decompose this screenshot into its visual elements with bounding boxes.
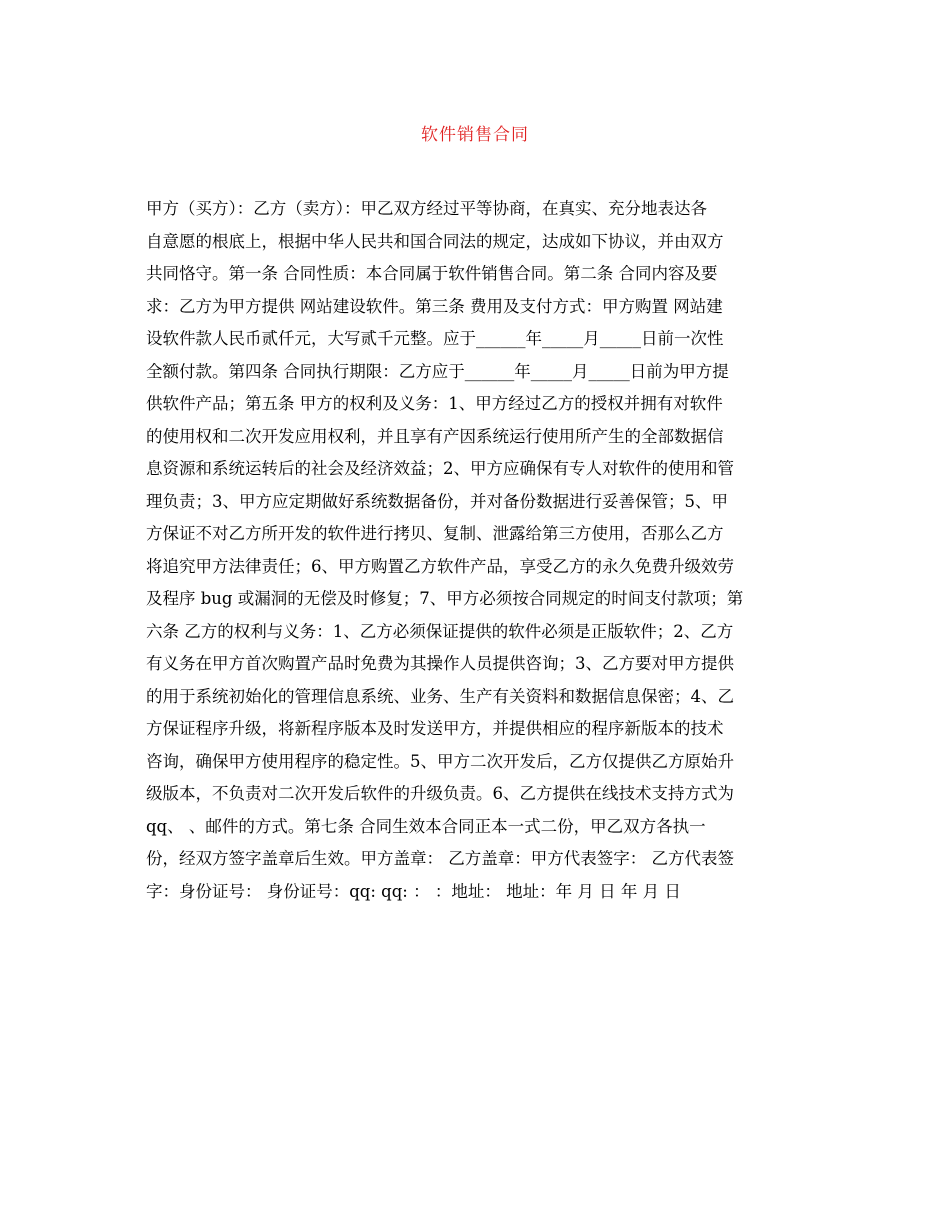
body-line: 理负责；3、甲方应定期做好系统数据备份，并对备份数据进行妥善保管；5、甲 (146, 491, 728, 511)
body-line: 供软件产品；第五条 甲方的权利及义务：1、甲方经过乙方的授权并拥有对软件 (146, 394, 723, 413)
document-title: 软件销售合同 (421, 125, 529, 145)
body-line: 将追究甲方法律责任；6、甲方购置乙方软件产品，享受乙方的永久免费升级效劳 (146, 556, 734, 576)
body-line: 自意愿的根底上，根据中华人民共和国合同法的规定，达成如下协议，并由双方 (146, 231, 724, 251)
body-line: 共同恪守。第一条 合同性质：本合同属于软件销售合同。第二条 合同内容及要 (146, 264, 718, 283)
body-line: 份，经双方签字盖章后生效。甲方盖章： 乙方盖章：甲方代表签字： 乙方代表签 (146, 849, 734, 868)
body-line: 设软件款人民币贰仟元，大写贰千元整。应于______年_____月_____日前一次性 (146, 329, 724, 348)
body-line: 求：乙方为甲方提供 网站建设软件。第三条 费用及支付方式：甲方购置 网站建 (146, 296, 723, 316)
contract-body (146, 193, 808, 908)
body-line: 甲方（买方）：乙方（卖方）：甲乙双方经过平等协商，在真实、充分地表达各 (146, 199, 707, 218)
body-line: 全额付款。第四条 合同执行期限：乙方应于______年_____月_____日前为甲方提 (146, 361, 729, 381)
body-line: 六条 乙方的权利与义务：1、乙方必须保证提供的软件必须是正版软件；2、乙方 (146, 621, 734, 641)
body-line: 的使用权和二次开发应用权利，并且享有产因系统运行使用所产生的全部数据信 (146, 426, 724, 446)
body-line: 及程序 bug 或漏洞的无偿及时修复；7、甲方必须按合同规定的时间支付款项；第 (146, 589, 744, 608)
body-line: 字：身份证号： 身份证号：qq: qq: ： ：地址： 地址：年 月 日 年 月 日 (146, 881, 681, 901)
body-line: 方保证程序升级，将新程序版本及时发送甲方，并提供相应的程序新版本的技术 (146, 719, 724, 738)
body-line: 的用于系统初始化的管理信息系统、业务、生产有关资料和数据信息保密；4、乙 (146, 686, 734, 706)
body-line: 级版本，不负责对二次开发后软件的升级负责。6、乙方提供在线技术支持方式为 (146, 784, 734, 803)
body-line: 方保证不对乙方所开发的软件进行拷贝、复制、泄露给第三方使用，否那么乙方 (146, 524, 724, 543)
body-line: 息资源和系统运转后的社会及经济效益；2、甲方应确保有专人对软件的使用和管 (146, 459, 734, 478)
body-line: 有义务在甲方首次购置产品时免费为其操作人员提供咨询；3、乙方要对甲方提供 (146, 654, 734, 673)
body-line: qq、 、邮件的方式。第七条 合同生效本合同正本一式二份，甲乙双方各执一 (146, 816, 706, 836)
body-line: 咨询，确保甲方使用程序的稳定性。5、甲方二次开发后，乙方仅提供乙方原始升 (146, 751, 734, 771)
